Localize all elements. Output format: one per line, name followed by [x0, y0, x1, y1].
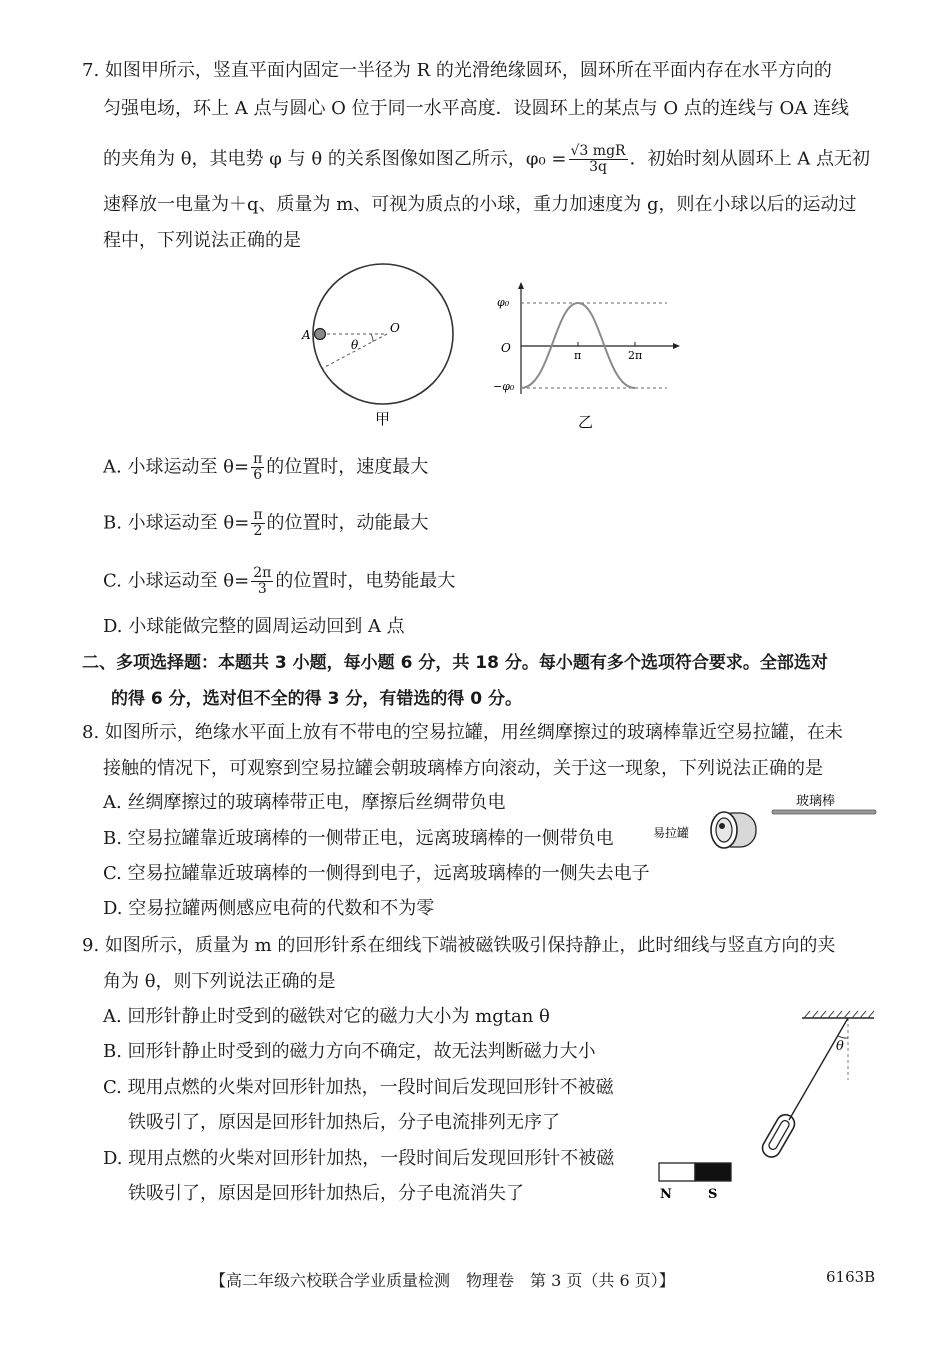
label-theta: θ [351, 338, 359, 352]
thread [789, 1018, 848, 1120]
q7-option-c-post: 的位置时，电势能最大 [275, 570, 456, 592]
label-theta-q9: θ [836, 1039, 844, 1054]
q9-option-d-line-2: 铁吸引了，原因是回形针加热后，分子电流消失了 [128, 1183, 524, 1204]
phi0-formula [569, 144, 628, 175]
tick-2pi: 2π [628, 349, 643, 362]
q7-option-a-num: π [253, 451, 263, 467]
q7-option-a [103, 452, 428, 483]
q7-line-3 [103, 144, 870, 175]
label-N: N [660, 1187, 672, 1202]
can-tab [719, 823, 725, 829]
glass-rod [772, 810, 876, 814]
q7-option-a-pre: A. 小球运动至 θ= [103, 456, 250, 478]
label-neg-phi0: −φ₀ [493, 380, 515, 393]
footer-page-info: 【高二年级六校联合学业质量检测 物理卷 第 3 页（共 6 页）】 [210, 1271, 675, 1290]
phi0-formula-numerator: √3 mgR [570, 143, 626, 159]
label-O: O [390, 321, 400, 335]
figure-yi-potential-graph [492, 282, 684, 432]
q7-option-b-den: 2 [253, 523, 263, 539]
tick-pi: π [574, 349, 582, 362]
q8-line-2: 接触的情况下，可观察到空易拉罐会朝玻璃棒方向滚动，关于这一现象，下列说法正确的是 [103, 758, 823, 779]
q9-option-c-line-2: 铁吸引了，原因是回形针加热后，分子电流排列无序了 [128, 1112, 560, 1133]
q7-line-2: 匀强电场，环上 A 点与圆心 O 位于同一水平高度．设圆环上的某点与 O 点的连线与 OA 连线 [103, 98, 850, 119]
q7-line-3a: 的夹角为 θ，其电势 φ 与 θ 的关系图像如图乙所示，φ₀ = [103, 148, 567, 170]
label-S: S [708, 1187, 718, 1202]
magnet-south-pole [695, 1163, 731, 1181]
q7-option-c-num: 2π [253, 565, 272, 581]
paperclip-outer-loop [759, 1111, 798, 1160]
x-axis-arrow [673, 343, 680, 349]
label-phi0: φ₀ [497, 296, 510, 309]
q7-option-c-fraction [251, 566, 273, 597]
q9-option-b: B. 回形针静止时受到的磁力方向不确定，故无法判断磁力大小 [103, 1041, 596, 1062]
q7-option-a-post: 的位置时，速度最大 [266, 456, 429, 478]
magnet-north-pole [659, 1163, 695, 1181]
paperclip-inner-loop [768, 1119, 791, 1151]
phi0-formula-denominator: 3q [589, 159, 607, 175]
q7-line-3b: ．初始时刻从圆环上 A 点无初 [629, 148, 871, 170]
q7-option-b-num: π [253, 507, 263, 523]
ceiling-hatching [804, 1011, 874, 1018]
q8-option-d: D. 空易拉罐两侧感应电荷的代数和不为零 [103, 898, 435, 919]
q7-option-c-den: 3 [257, 581, 267, 597]
q8-line-1: 8. 如图所示，绝缘水平面上放有不带电的空易拉罐，用丝绸摩擦过的玻璃棒靠近空易拉罐，在未 [82, 722, 843, 743]
q9-line-1: 9. 如图所示，质量为 m 的回形针系在细线下端被磁铁吸引保持静止，此时细线与竖直方向的夹 [82, 935, 836, 956]
q7-option-b-post: 的位置时，动能最大 [266, 512, 429, 534]
label-can: 易拉罐 [653, 826, 690, 840]
q7-option-b [103, 508, 429, 539]
can-end-inner [716, 818, 732, 842]
figure-can-and-rod [648, 786, 878, 852]
q9-option-c-line-1: C. 现用点燃的火柴对回形针加热，一段时间后发现回形针不被磁 [103, 1077, 614, 1098]
q8-option-a: A. 丝绸摩擦过的玻璃棒带正电，摩擦后丝绸带负电 [103, 792, 506, 813]
figure-jia-ring [295, 262, 475, 432]
paperclip [759, 1111, 798, 1160]
q7-line-5: 程中，下列说法正确的是 [103, 230, 301, 251]
label-glass-rod: 玻璃棒 [796, 794, 836, 809]
q9-line-2: 角为 θ，则下列说法正确的是 [103, 971, 336, 992]
theta-arc [371, 334, 373, 342]
figure-paperclip-magnet [652, 1005, 877, 1205]
label-A: A [302, 328, 311, 342]
q7-option-c-pre: C. 小球运动至 θ= [103, 570, 250, 592]
q8-option-b: B. 空易拉罐靠近玻璃棒的一侧带正电，远离玻璃棒的一侧带负电 [103, 828, 614, 849]
y-axis-arrow [518, 282, 524, 289]
caption-yi: 乙 [578, 413, 594, 431]
q8-option-c: C. 空易拉罐靠近玻璃棒的一侧得到电子，远离玻璃棒的一侧失去电子 [103, 863, 650, 884]
q9-option-d-line-1: D. 现用点燃的火柴对回形针加热，一段时间后发现回形针不被磁 [103, 1148, 615, 1169]
q7-line-1: 7. 如图甲所示，竖直平面内固定一半径为 R 的光滑绝缘圆环，圆环所在平面内存在水平方向的 [82, 60, 832, 81]
q7-option-b-pre: B. 小球运动至 θ= [103, 512, 250, 534]
q7-option-d: D. 小球能做完整的圆周运动回到 A 点 [103, 616, 405, 637]
q7-line-4: 速释放一电量为＋q、质量为 m、可视为质点的小球，重力加速度为 g，则在小球以后的运动过 [103, 194, 857, 215]
caption-jia: 甲 [375, 410, 391, 428]
label-origin: O [501, 341, 511, 355]
q7-option-b-fraction [251, 508, 264, 539]
q7-option-c [103, 566, 455, 597]
section2-heading-line-2: 的得 6 分，选对但不全的得 3 分，有错选的得 0 分。 [111, 689, 522, 709]
q7-option-a-den: 6 [253, 467, 263, 483]
theta-arc-q9 [838, 1036, 848, 1038]
small-ball [315, 329, 326, 340]
q9-option-a: A. 回形针静止时受到的磁铁对它的磁力大小为 mgtan θ [103, 1006, 550, 1027]
footer-code: 6163B [826, 1268, 876, 1286]
section2-heading-line-1: 二、多项选择题：本题共 3 小题，每小题 6 分，共 18 分。每小题有多个选项符合要求。全部选对 [82, 653, 828, 673]
q7-option-a-fraction [251, 452, 264, 483]
